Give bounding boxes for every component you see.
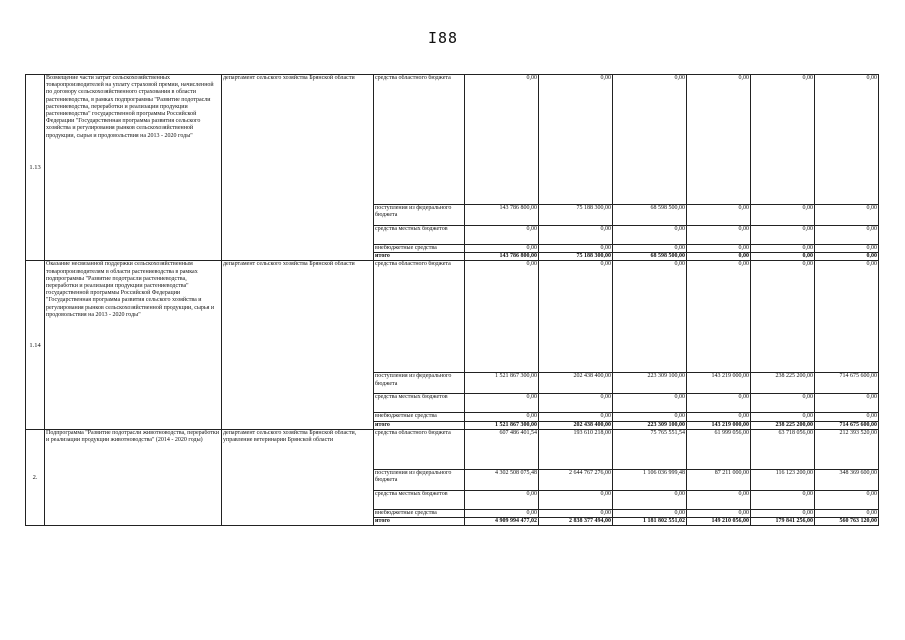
funding-source: внебюджетные средства <box>374 413 465 421</box>
amount-cell: 0,00 <box>465 261 539 373</box>
amount-cell: 2 644 767 276,00 <box>539 469 613 490</box>
amount-cell: 0,00 <box>687 253 751 261</box>
funding-source: внебюджетные средства <box>374 245 465 253</box>
amount-cell: 0,00 <box>687 490 751 509</box>
amount-cell: 560 763 120,00 <box>815 518 879 526</box>
amount-cell: 1 106 036 999,48 <box>613 469 687 490</box>
amount-cell: 0,00 <box>751 205 815 226</box>
amount-cell: 1 521 867 300,00 <box>465 421 539 429</box>
amount-cell: 0,00 <box>751 394 815 413</box>
item-description: Подпрограмма "Развитие подотрасли животноводства, переработки и реализации продукции животноводства" (2014 - 2020 годы) <box>45 429 222 525</box>
funding-source: внебюджетные средства <box>374 509 465 517</box>
amount-cell: 0,00 <box>539 245 613 253</box>
amount-cell: 0,00 <box>751 253 815 261</box>
amount-cell: 348 369 600,00 <box>815 469 879 490</box>
amount-cell: 0,00 <box>613 413 687 421</box>
amount-cell: 0,00 <box>465 75 539 205</box>
amount-cell: 0,00 <box>613 245 687 253</box>
funding-source: средства местных бюджетов <box>374 394 465 413</box>
amount-cell: 193 610 218,00 <box>539 429 613 469</box>
funding-source: итого <box>374 518 465 526</box>
amount-cell: 0,00 <box>613 394 687 413</box>
funding-source: средства областного бюджета <box>374 75 465 205</box>
amount-cell: 0,00 <box>465 394 539 413</box>
amount-cell: 223 309 100,00 <box>613 421 687 429</box>
amount-cell: 0,00 <box>815 490 879 509</box>
funding-source: поступления из федерального бюджета <box>374 373 465 394</box>
amount-cell: 212 393 520,00 <box>815 429 879 469</box>
amount-cell: 0,00 <box>815 509 879 517</box>
amount-cell: 714 675 600,00 <box>815 421 879 429</box>
amount-cell: 68 598 500,00 <box>613 205 687 226</box>
amount-cell: 0,00 <box>613 509 687 517</box>
amount-cell: 4 302 508 075,48 <box>465 469 539 490</box>
amount-cell: 143 219 000,00 <box>687 373 751 394</box>
amount-cell: 143 786 800,00 <box>465 253 539 261</box>
amount-cell: 223 309 100,00 <box>613 373 687 394</box>
table-row <box>26 429 879 469</box>
funding-source: итого <box>374 253 465 261</box>
amount-cell: 0,00 <box>539 75 613 205</box>
responsible-department: департамент сельского хозяйства Брянской области <box>222 261 374 429</box>
amount-cell: 87 211 000,00 <box>687 469 751 490</box>
responsible-department: департамент сельского хозяйства Брянской области <box>222 75 374 261</box>
page-number: I88 <box>428 29 459 47</box>
amount-cell: 0,00 <box>687 394 751 413</box>
funding-source: средства областного бюджета <box>374 261 465 373</box>
amount-cell: 0,00 <box>751 226 815 245</box>
table-row <box>26 75 879 205</box>
amount-cell: 2 838 377 494,00 <box>539 518 613 526</box>
amount-cell: 116 123 200,00 <box>751 469 815 490</box>
table-row <box>26 261 879 373</box>
amount-cell: 0,00 <box>751 261 815 373</box>
amount-cell: 179 841 256,00 <box>751 518 815 526</box>
funding-source: средства местных бюджетов <box>374 490 465 509</box>
amount-cell: 0,00 <box>539 413 613 421</box>
amount-cell: 75 188 300,00 <box>539 253 613 261</box>
amount-cell: 0,00 <box>539 261 613 373</box>
amount-cell: 0,00 <box>815 226 879 245</box>
amount-cell: 0,00 <box>613 226 687 245</box>
item-description: Оказание несвязанной поддержки сельскохозяйственным товаропроизводителям в области растениеводства в рамках подпрограммы "Развитие подотрасли растениеводства, переработки и реализации продукции растениеводства" государственной программы Российской Федерации "Государственная программа развития сельского хозяйства и регулирования рынков сельскохозяйственной продукции, сырья и продовольствия на 2013 - 2020 годы" <box>45 261 222 429</box>
amount-cell: 0,00 <box>465 413 539 421</box>
item-number: 2. <box>26 429 45 525</box>
amount-cell: 0,00 <box>539 394 613 413</box>
amount-cell: 0,00 <box>815 245 879 253</box>
amount-cell: 0,00 <box>687 226 751 245</box>
funding-source: поступления из федерального бюджета <box>374 205 465 226</box>
amount-cell: 61 999 056,00 <box>687 429 751 469</box>
funding-source: поступления из федерального бюджета <box>374 469 465 490</box>
amount-cell: 68 598 500,00 <box>613 253 687 261</box>
amount-cell: 4 909 994 477,02 <box>465 518 539 526</box>
amount-cell: 0,00 <box>815 205 879 226</box>
amount-cell: 143 219 000,00 <box>687 421 751 429</box>
amount-cell: 0,00 <box>815 413 879 421</box>
table-body <box>26 75 879 526</box>
amount-cell: 0,00 <box>613 75 687 205</box>
amount-cell: 149 210 056,00 <box>687 518 751 526</box>
amount-cell: 0,00 <box>539 490 613 509</box>
amount-cell: 202 438 400,00 <box>539 421 613 429</box>
funding-source: средства областного бюджета <box>374 429 465 469</box>
item-number: 1.13 <box>26 75 45 261</box>
amount-cell: 143 786 800,00 <box>465 205 539 226</box>
amount-cell: 714 675 600,00 <box>815 373 879 394</box>
funding-source: средства местных бюджетов <box>374 226 465 245</box>
amount-cell: 0,00 <box>751 490 815 509</box>
amount-cell: 0,00 <box>687 509 751 517</box>
amount-cell: 0,00 <box>687 261 751 373</box>
amount-cell: 0,00 <box>613 490 687 509</box>
item-description: Возмещение части затрат сельскохозяйственных товаропроизводителей на уплату страховой премии, начисленной по договору сельскохозяйственного страхования в области растениеводства, в рамках подпрограммы "Развитие подотрасли растениеводства, переработки и реализации продукции растениеводства" государственной программы Российской Федерации "Государственная программа развития сельского хозяйства и регулирования рынков сельскохозяйственной продукции, сырья и продовольствия на 2013 - 2020 годы" <box>45 75 222 261</box>
amount-cell: 0,00 <box>751 509 815 517</box>
amount-cell: 202 438 400,00 <box>539 373 613 394</box>
amount-cell: 238 225 200,00 <box>751 421 815 429</box>
amount-cell: 0,00 <box>687 413 751 421</box>
amount-cell: 75 188 300,00 <box>539 205 613 226</box>
item-number: 1.14 <box>26 261 45 429</box>
amount-cell: 0,00 <box>465 226 539 245</box>
amount-cell: 75 765 551,54 <box>613 429 687 469</box>
amount-cell: 0,00 <box>815 261 879 373</box>
amount-cell: 0,00 <box>687 245 751 253</box>
amount-cell: 0,00 <box>465 490 539 509</box>
amount-cell: 0,00 <box>539 226 613 245</box>
amount-cell: 0,00 <box>687 75 751 205</box>
amount-cell: 238 225 200,00 <box>751 373 815 394</box>
amount-cell: 0,00 <box>815 394 879 413</box>
amount-cell: 1 181 802 551,02 <box>613 518 687 526</box>
amount-cell: 0,00 <box>465 509 539 517</box>
funding-source: итого <box>374 421 465 429</box>
amount-cell: 0,00 <box>815 75 879 205</box>
amount-cell: 0,00 <box>751 245 815 253</box>
amount-cell: 0,00 <box>815 253 879 261</box>
responsible-department: департамент сельского хозяйства Брянской области, управление ветеринарии Брянской области <box>222 429 374 525</box>
amount-cell: 0,00 <box>687 205 751 226</box>
budget-table <box>25 74 879 526</box>
amount-cell: 0,00 <box>751 413 815 421</box>
amount-cell: 607 486 401,54 <box>465 429 539 469</box>
amount-cell: 0,00 <box>751 75 815 205</box>
amount-cell: 63 718 056,00 <box>751 429 815 469</box>
amount-cell: 1 521 867 300,00 <box>465 373 539 394</box>
amount-cell: 0,00 <box>465 245 539 253</box>
amount-cell: 0,00 <box>539 509 613 517</box>
amount-cell: 0,00 <box>613 261 687 373</box>
